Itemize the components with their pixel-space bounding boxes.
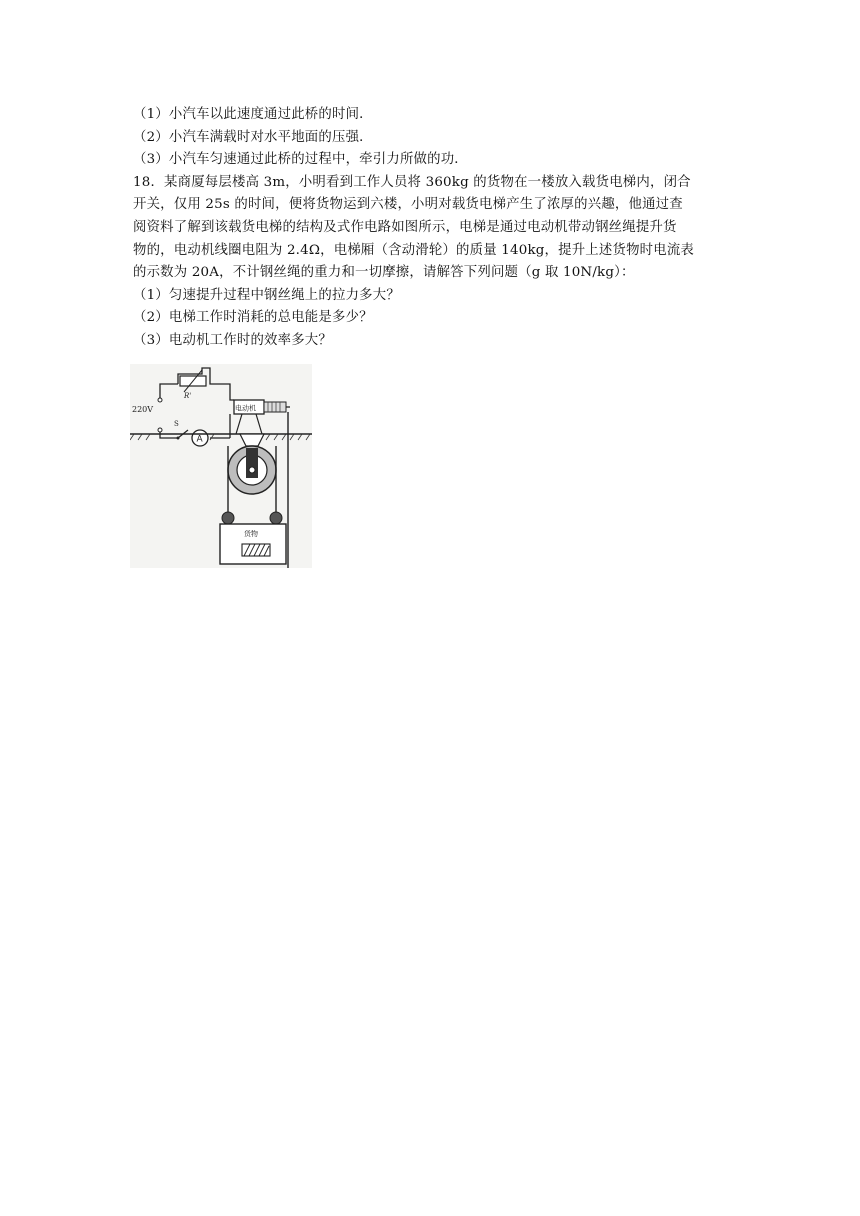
q18-stem-line-5: 的示数为 20A，不计钢丝绳的重力和一切摩擦，请解答下列问题（g 取 10N/kg）： [133,265,635,281]
q18-stem-line-4: 物的，电动机线圈电阻为 2.4Ω，电梯厢（含动滑轮）的质量 140kg，提升上述货物时电流表 [133,242,695,258]
q17-sub-1: （1）小汽车以此速度通过此桥的时间． [133,107,373,122]
cargo-label: 货物 [244,530,258,538]
q17-sub-2: （2）小汽车满载时对水平地面的压强． [133,129,373,145]
terminal-bottom [158,428,162,432]
switch-pivot [177,437,180,440]
voltage-label: 220V [132,405,154,414]
q18-sub-1: （1）匀速提升过程中钢丝绳上的拉力多大？ [133,287,400,303]
terminal-top [158,398,162,402]
q18-stem-line-1: 18．某商厦每层楼高 3m，小明看到工作人员将 360kg 的货物在一楼放入载货电梯内，闭合 [133,174,691,190]
q18-sub-3: （3）电动机工作时的效率多大？ [133,332,332,348]
pulley-axle [249,467,255,473]
q18-stem-line-3: 阅资料了解到该载货电梯的结构及式作电路如图所示，电梯是通过电动机带动钢丝绳提升货 [133,219,677,235]
elevator-circuit-figure [130,364,312,568]
car-pulley-left-icon [222,512,234,524]
cargo-box-icon [242,544,270,556]
text-content [133,104,733,353]
car-pulley-right-icon [270,512,282,524]
motor-label: 电动机 [235,404,256,413]
winding-drum-icon [264,402,286,412]
q18-sub-2: （2）电梯工作时消耗的总电能是多少？ [133,310,373,326]
q17-sub-3: （3）小汽车匀速通过此桥的过程中，牵引力所做的功． [133,152,468,168]
resistor-label: R' [184,392,192,400]
switch-label: S [174,420,179,428]
q18-stem-line-2: 开关，仅用 25s 的时间，便将货物运到六楼，小明对载货电梯产生了浓厚的兴趣，他通过查 [133,197,683,213]
elevator-diagram [130,364,312,568]
ammeter-label: A [196,434,203,445]
